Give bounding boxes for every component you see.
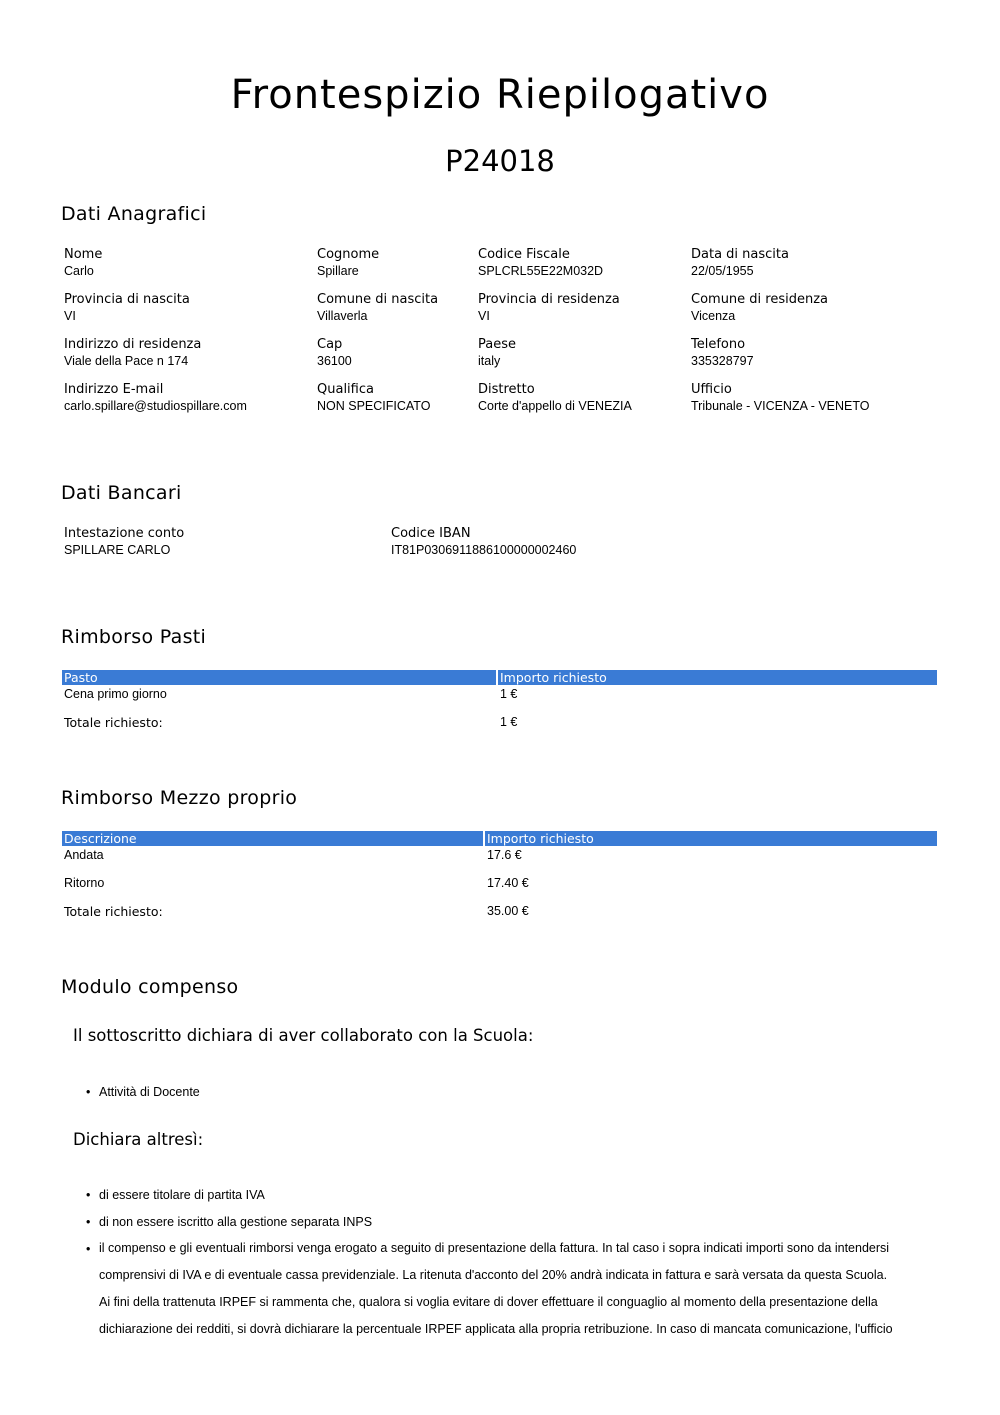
compenso-subtitle-dichiara: Dichiara altresì: — [73, 1130, 204, 1149]
field-value-ufficio: Tribunale - VICENZA - VENETO — [691, 399, 870, 413]
field-value-iban: IT81P0306911886100000002460 — [391, 543, 577, 557]
bullet-icon: • — [86, 1085, 91, 1099]
paragraph-line: comprensivi di IVA e di eventuale cassa previdenziale. La ritenuta d'acconto del 20% andrà indicata in fattura e sarà versata da questa Scuola. — [99, 1268, 888, 1282]
field-label-provincia-residenza: Provincia di residenza — [478, 292, 620, 307]
field-value-intestazione: SPILLARE CARLO — [64, 543, 171, 557]
declaration-item: di essere titolare di partita IVA — [99, 1188, 265, 1202]
pasti-row-label: Cena primo giorno — [64, 687, 167, 701]
mezzo-row-value: 17.40 € — [487, 876, 529, 890]
mezzo-header-descrizione: Descrizione — [62, 831, 483, 846]
field-label-comune-residenza: Comune di residenza — [691, 292, 829, 307]
mezzo-total-value: 35.00 € — [487, 904, 529, 918]
declaration-item: di non essere iscritto alla gestione separata INPS — [99, 1215, 373, 1229]
field-label-iban: Codice IBAN — [391, 526, 471, 541]
field-label-comune-nascita: Comune di nascita — [317, 292, 439, 307]
field-label-cognome: Cognome — [317, 247, 380, 262]
field-label-provincia-nascita: Provincia di nascita — [64, 292, 190, 307]
field-label-data-nascita: Data di nascita — [691, 247, 789, 262]
mezzo-header-importo: Importo richiesto — [485, 831, 937, 846]
declaration-paragraph — [99, 1235, 919, 1343]
field-value-data-nascita: 22/05/1955 — [691, 264, 754, 278]
field-label-cap: Cap — [317, 337, 343, 352]
compenso-subtitle-collaborazione: Il sottoscritto dichiara di aver collaborato con la Scuola: — [73, 1026, 534, 1045]
field-value-nome: Carlo — [64, 264, 94, 278]
pasti-total-label: Totale richiesto: — [64, 715, 163, 730]
field-label-codice-fiscale: Codice Fiscale — [478, 247, 570, 262]
field-value-indirizzo-residenza: Viale della Pace n 174 — [64, 354, 189, 368]
mezzo-table-header — [62, 831, 937, 846]
bullet-icon: • — [86, 1188, 91, 1202]
field-value-paese: italy — [478, 354, 501, 368]
field-label-nome: Nome — [64, 247, 103, 262]
field-label-intestazione: Intestazione conto — [64, 526, 185, 541]
section-title-compenso: Modulo compenso — [61, 976, 239, 998]
field-value-provincia-residenza: VI — [478, 309, 490, 323]
field-label-paese: Paese — [478, 337, 516, 352]
pasti-header-importo: Importo richiesto — [498, 670, 937, 685]
field-label-ufficio: Ufficio — [691, 382, 732, 397]
field-value-codice-fiscale: SPLCRL55E22M032D — [478, 264, 604, 278]
field-label-email: Indirizzo E-mail — [64, 382, 164, 397]
paragraph-line: dichiarazione dei redditi, si dovrà dichiarare la percentuale IRPEF applicata alla propria retribuzione. In caso di mancata comunicazione, l'ufficio — [99, 1322, 893, 1336]
mezzo-row-value: 17.6 € — [487, 848, 522, 862]
mezzo-row-label: Andata — [64, 848, 104, 862]
bullet-icon: • — [86, 1242, 91, 1256]
paragraph-line: il compenso e gli eventuali rimborsi venga erogato a seguito di presentazione della fattura. In tal caso i sopra indicati importi sono da intendersi — [99, 1241, 890, 1255]
field-label-indirizzo-residenza: Indirizzo di residenza — [64, 337, 202, 352]
paragraph-line: Ai fini della trattenuta IRPEF si rammenta che, qualora si voglia evitare di dover effettuare il conguaglio al momento della presentazione della — [99, 1295, 878, 1309]
field-value-distretto: Corte d'appello di VENEZIA — [478, 399, 632, 413]
page-title: Frontespizio Riepilogativo — [230, 72, 770, 118]
field-label-qualifica: Qualifica — [317, 382, 374, 397]
field-label-telefono: Telefono — [691, 337, 746, 352]
field-value-telefono: 335328797 — [691, 354, 754, 368]
field-value-comune-nascita: Villaverla — [317, 309, 368, 323]
mezzo-row-label: Ritorno — [64, 876, 105, 890]
field-value-email: carlo.spillare@studiospillare.com — [64, 399, 247, 413]
pasti-header-pasto: Pasto — [62, 670, 496, 685]
document-code: P24018 — [445, 144, 555, 178]
section-title-pasti: Rimborso Pasti — [61, 626, 207, 648]
pasti-row-value: 1 € — [500, 687, 518, 701]
field-value-provincia-nascita: VI — [64, 309, 76, 323]
field-label-distretto: Distretto — [478, 382, 535, 397]
field-value-comune-residenza: Vicenza — [691, 309, 736, 323]
field-value-cognome: Spillare — [317, 264, 359, 278]
pasti-total-value: 1 € — [500, 715, 518, 729]
section-title-mezzo: Rimborso Mezzo proprio — [61, 787, 298, 809]
field-value-cap: 36100 — [317, 354, 352, 368]
mezzo-total-label: Totale richiesto: — [64, 904, 163, 919]
pasti-table-header — [62, 670, 937, 685]
bullet-icon: • — [86, 1215, 91, 1229]
section-title-anagrafici: Dati Anagrafici — [61, 203, 207, 225]
activity-item: Attività di Docente — [99, 1085, 200, 1099]
section-title-bancari: Dati Bancari — [61, 482, 182, 504]
field-value-qualifica: NON SPECIFICATO — [317, 399, 431, 413]
